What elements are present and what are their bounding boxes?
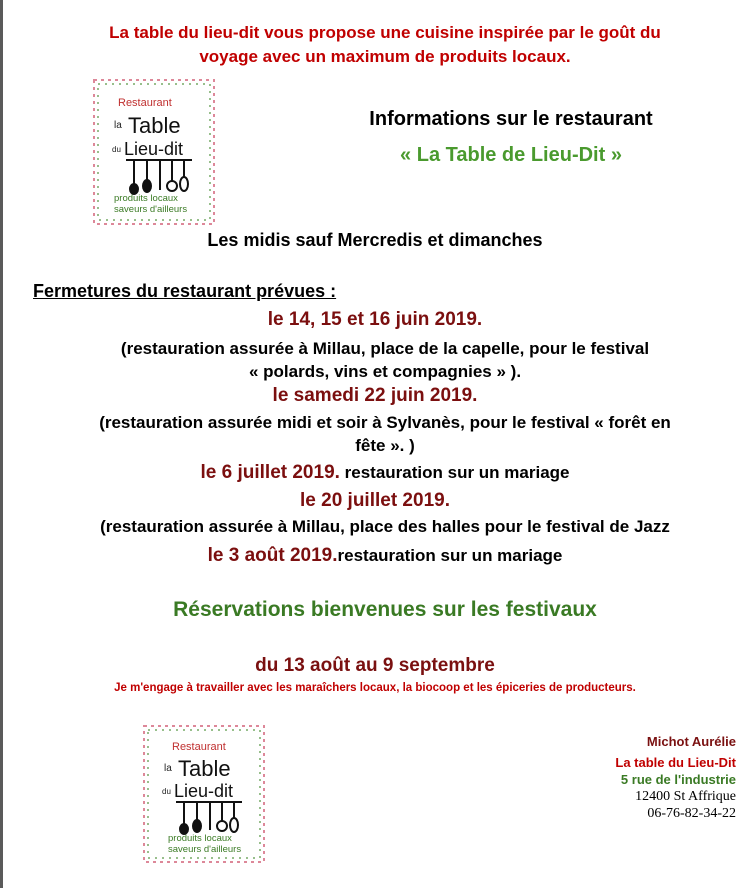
logo-la: la xyxy=(114,120,122,131)
page-edge xyxy=(0,0,3,888)
intro-line-1: La table du lieu-dit vous propose une cuisine inspirée par le goût du xyxy=(109,23,661,42)
signature-phone: 06-76-82-34-22 xyxy=(647,806,736,821)
closure-note-2-line-1: (restauration assurée midi et soir à Sylvanès, pour le festival « forêt en xyxy=(99,413,671,432)
intro-text xyxy=(40,21,730,69)
restaurant-logo-top xyxy=(92,78,216,226)
logo-tagline-2: saveurs d'ailleurs xyxy=(114,204,188,215)
closure-date-1: le 14, 15 et 16 juin 2019. xyxy=(267,309,483,330)
closure-note-1 xyxy=(40,337,730,383)
signature-city: 12400 St Affrique xyxy=(635,789,736,804)
signature-name: Michot Aurélie xyxy=(646,734,736,749)
reservations-heading: Réservations bienvenues sur les festivaux xyxy=(173,598,597,621)
opening-schedule: Les midis sauf Mercredis et dimanches xyxy=(207,230,543,250)
logo-restaurant: Restaurant xyxy=(118,97,172,109)
engagement-text: Je m'engage à travailler avec les maraîchers locaux, la biocoop et les épiceries de producteurs. xyxy=(114,682,636,694)
closure-date-2: le samedi 22 juin 2019. xyxy=(272,385,478,406)
logo-table-bottom: Table xyxy=(178,756,231,781)
logo-lieu-dit-bottom: Lieu-dit xyxy=(174,781,234,801)
closure-date-3: le 6 juillet 2019. xyxy=(200,462,340,483)
closure-note-1-line-2: « polards, vins et compagnies » ). xyxy=(248,362,522,381)
restaurant-name: « La Table de Lieu-Dit » xyxy=(400,144,622,166)
closure-note-2 xyxy=(30,411,740,457)
utensils-icon-bottom xyxy=(176,802,242,834)
utensils-icon xyxy=(126,160,192,194)
closures-heading: Fermetures du restaurant prévues : xyxy=(33,281,337,301)
closure-line-3 xyxy=(40,462,730,484)
info-title: Informations sur le restaurant xyxy=(369,108,653,130)
reservation-period: du 13 août au 9 septembre xyxy=(255,655,495,676)
closure-note-1-line-1: (restauration assurée à Millau, place de la capelle, pour le festival xyxy=(120,339,650,358)
closure-date-5: le 3 août 2019. xyxy=(207,545,338,566)
closure-note-4: (restauration assurée à Millau, place des halles pour le festival de Jazz xyxy=(100,517,670,536)
logo-tagline-2-bottom: saveurs d'ailleurs xyxy=(168,844,242,855)
logo-table: Table xyxy=(128,113,181,138)
logo-restaurant-bottom: Restaurant xyxy=(172,741,226,753)
intro-line-2: voyage avec un maximum de produits locaux. xyxy=(199,47,571,66)
logo-du-bottom: du xyxy=(162,787,171,796)
logo-tagline-1-bottom: produits locaux xyxy=(168,833,232,844)
logo-la-bottom: la xyxy=(164,763,172,774)
closure-line-5 xyxy=(40,545,730,567)
restaurant-logo-bottom xyxy=(142,724,266,864)
signature-street: 5 rue de l'industrie xyxy=(620,772,736,787)
closure-note-5: restauration sur un mariage xyxy=(337,546,563,565)
logo-lieu-dit: Lieu-dit xyxy=(124,139,184,159)
signature-business: La table du Lieu-Dit xyxy=(615,755,736,770)
logo-du: du xyxy=(112,145,121,154)
logo-tagline-1: produits locaux xyxy=(114,193,178,204)
closure-note-3: restauration sur un mariage xyxy=(339,463,570,482)
closure-date-4: le 20 juillet 2019. xyxy=(300,490,450,511)
closure-note-2-line-2: fête ». ) xyxy=(355,436,415,455)
